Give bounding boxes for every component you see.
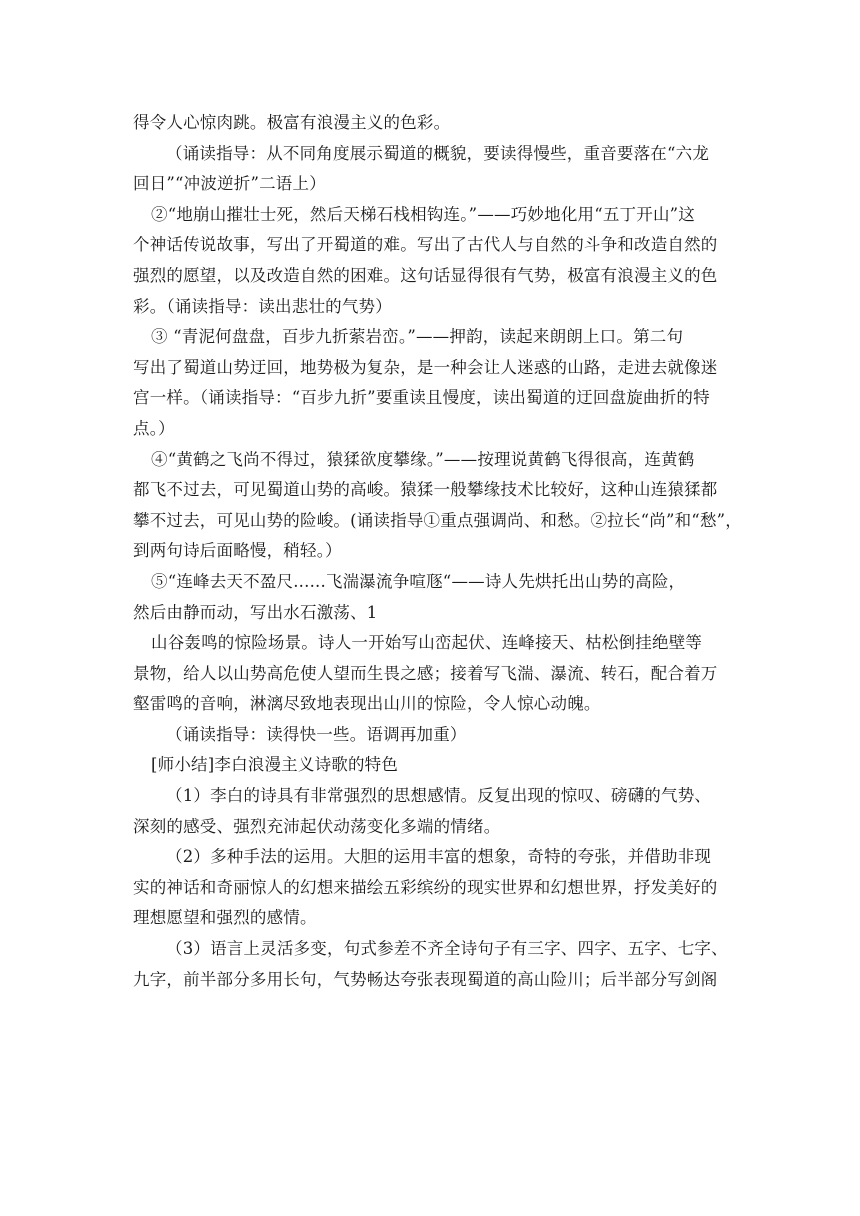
text-line: 山谷轰鸣的惊险场景。诗人一开始写山峦起伏、连峰接天、枯松倒挂绝壁等 [151, 633, 703, 653]
text-line: 攀不过去，可见山势的险峻。(诵读指导①重点强调尚、和愁。②拉长“尚”和“愁”， [133, 510, 742, 530]
text-line: （1）李白的诗具有非常强烈的思想感情。反复出现的惊叹、磅礴的气势、 [166, 786, 712, 806]
text-line: 壑雷鸣的音响，淋漓尽致地表现出山川的惊险，令人惊心动魄。 [133, 694, 601, 714]
text-line: 然后由静而动，写出水石激荡、1 [133, 602, 378, 622]
document-body [133, 108, 742, 995]
text-line: 个神话传说故事，写出了开蜀道的难。写出了古代人与自然的斗争和改造自然的 [133, 235, 718, 255]
text-line: 写出了蜀道山势迂回，地势极为复杂，是一种会让人迷惑的山路，走进去就像迷 [133, 357, 718, 377]
text-line: 到两句诗后面略慢，稍轻。） [133, 541, 342, 561]
text-line: （3）语言上灵活多变，句式参差不齐全诗句子有三字、四字、五字、七字、 [166, 939, 728, 959]
text-line: 都飞不过去，可见蜀道山势的高峻。猿猱一般攀缘技术比较好，这种山连猿猱都 [133, 480, 718, 500]
text-line: 得令人心惊肉跳。极富有浪漫主义的色彩。 [133, 113, 451, 132]
text-line: ⑤“连峰去天不盈尺......飞湍瀑流争喧豗“——诗人先烘托出山势的高险， [151, 571, 686, 591]
text-line: （2）多种手法的运用。大胆的运用丰富的想象，奇特的夸张，并借助非现 [166, 847, 712, 867]
text-line: 点。） [133, 418, 175, 438]
text-line: 理想愿望和强烈的感情。 [133, 908, 317, 928]
text-line: （诵读指导：从不同角度展示蜀道的概貌，要读得慢些，重音要落在“六龙 [166, 143, 710, 163]
text-line: ②“地崩山摧壮士死，然后天梯石栈相钩连。”——巧妙地化用“五丁开山”这 [151, 204, 695, 224]
text-line: 九字，前半部分多用长句，气势畅达夸张表现蜀道的高山险川；后半部分写剑阁 [133, 969, 718, 989]
text-line: 景物，给人以山势高危使人望而生畏之感；接着写飞湍、瀑流、转石，配合着万 [133, 663, 718, 683]
text-line: 回日”“冲波逆折”二语上） [133, 174, 326, 194]
text-line: 实的神话和奇丽惊人的幻想来描绘五彩缤纷的现实世界和幻想世界，抒发美好的 [133, 877, 718, 897]
text-line: 强烈的愿望，以及改造自然的困难。这句话显得很有气势，极富有浪漫主义的色 [133, 265, 718, 285]
text-line: ③ “青泥何盘盘，百步九折萦岩峦。”——押韵，读起来朗朗上口。第二句 [151, 327, 684, 347]
text-line: ④“黄鹤之飞尚不得过，猿猱欲度攀缘。”——按理说黄鹤飞得很高，连黄鹤 [151, 449, 695, 469]
text-line: （诵读指导：读得快一些。语调再加重） [166, 724, 467, 744]
section-heading: [师小结]李白浪漫主义诗歌的特色 [151, 755, 399, 775]
text-line: 宫一样。（诵读指导：“百步九折”要重读且慢度，读出蜀道的迂回盘旋曲折的特 [133, 388, 710, 408]
text-line: 彩。（诵读指导：读出悲壮的气势） [133, 296, 392, 316]
text-line: 深刻的感受、强烈充沛起伏动荡变化多端的情绪。 [133, 816, 501, 836]
